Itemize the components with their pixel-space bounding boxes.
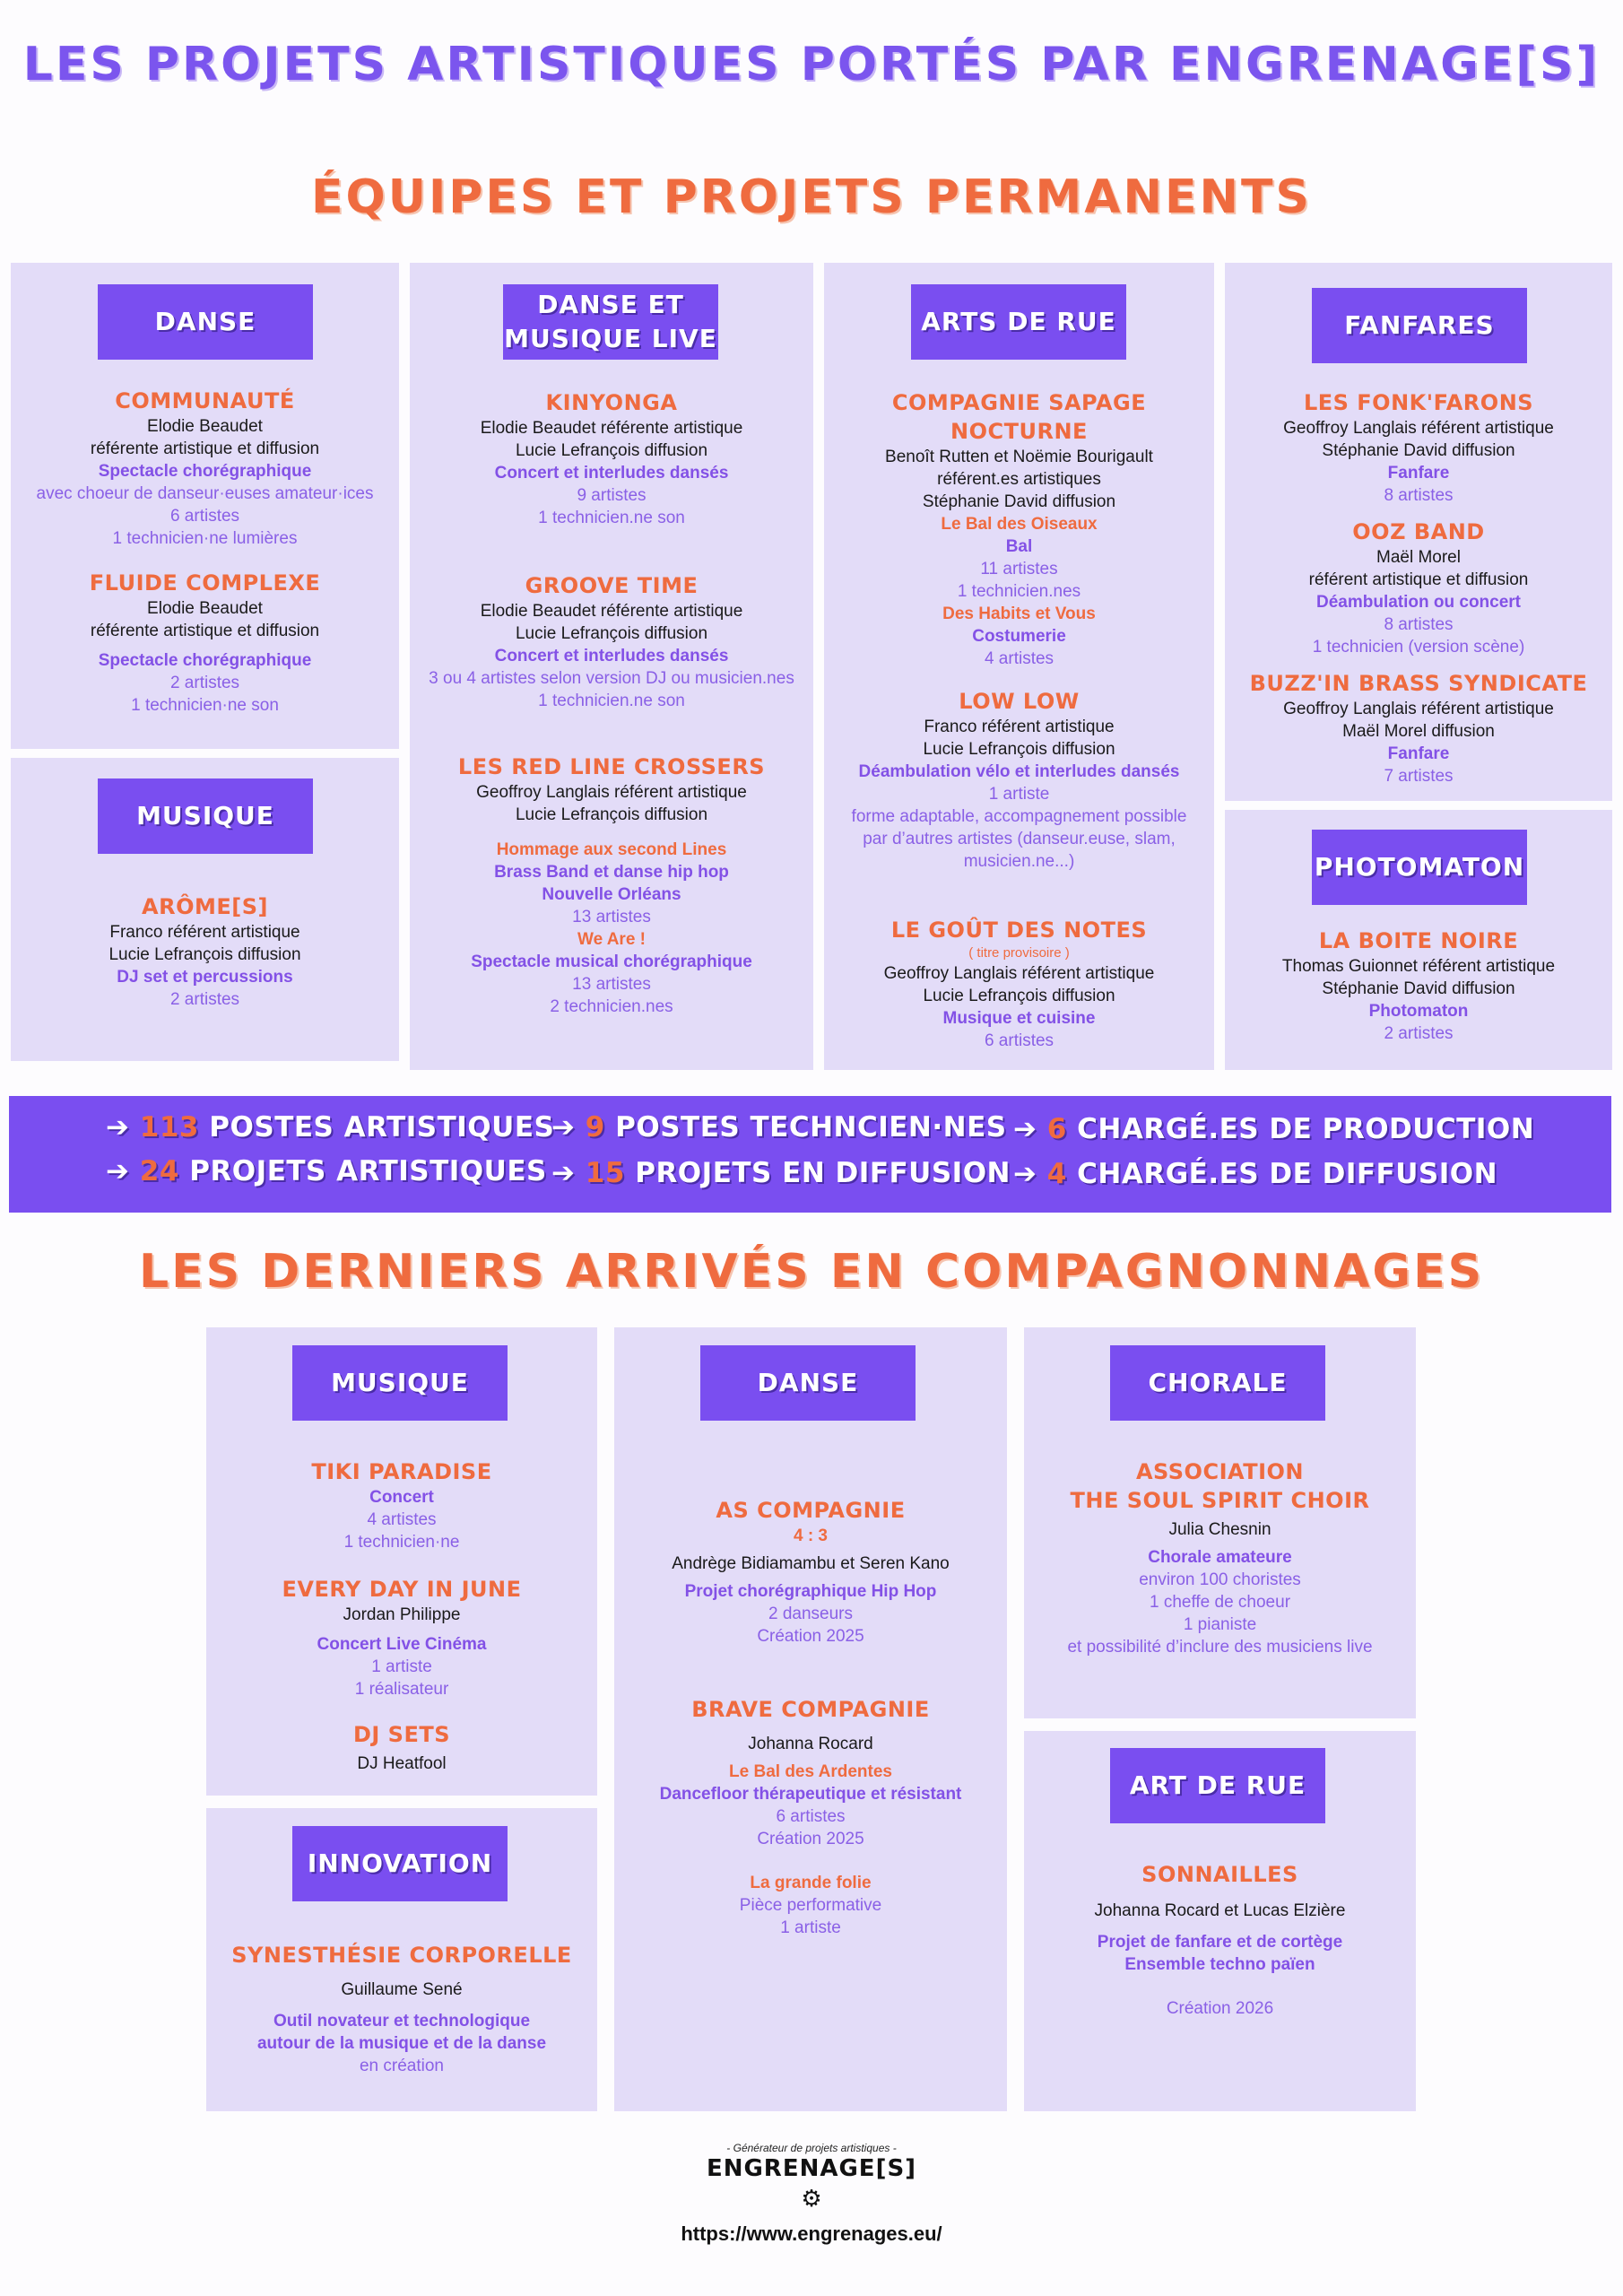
project-line: 1 technicien·ne lumières <box>112 529 298 548</box>
project-line: référent artistique et diffusion <box>1308 570 1529 589</box>
project-type: Ensemble techno païen <box>1124 1955 1315 1974</box>
gear-icon: ⚙ <box>801 2185 822 2212</box>
category-header-danse-musique <box>503 284 718 360</box>
card-comp-musique <box>206 1327 597 1796</box>
project-name: SYNESTHÉSIE CORPORELLE <box>231 1943 572 1968</box>
project-sapage-nocturne <box>824 388 1214 670</box>
project-line: référente artistique et diffusion <box>90 439 320 458</box>
project-line: 3 ou 4 artistes selon version DJ ou musicien.nes <box>429 669 794 688</box>
project-line: 1 technicien.ne son <box>538 509 685 527</box>
project-line: Lucie Lefrançois diffusion <box>923 987 1115 1005</box>
project-name: LE GOÛT DES NOTES <box>890 918 1148 943</box>
project-name: ARÔME[S] <box>142 894 268 919</box>
project-line: Jordan Philippe <box>343 1605 461 1624</box>
project-type: Outil novateur et technologique <box>273 2012 531 2031</box>
project-line: Pièce performative <box>739 1896 882 1915</box>
show-title: La grande folie <box>750 1874 872 1892</box>
project-type: Projet chorégraphique Hip Hop <box>684 1582 937 1601</box>
project-type: DJ set et percussions <box>117 968 293 987</box>
project-name: BUZZ'IN BRASS SYNDICATE <box>1249 671 1588 696</box>
project-line: 1 technicien.ne son <box>538 691 685 710</box>
show-title: Hommage aux second Lines <box>496 840 727 859</box>
header-line: MUSIQUE LIVE <box>504 324 717 353</box>
project-type: Fanfare <box>1387 744 1450 763</box>
project-line: 1 technicien·ne son <box>131 696 279 715</box>
project-name: DJ SETS <box>352 1722 451 1747</box>
card-arts-de-rue <box>824 263 1214 1070</box>
project-line: 1 réalisateur <box>354 1680 449 1699</box>
project-line: Création 2025 <box>757 1830 864 1848</box>
project-buzzin-brass <box>1225 669 1612 787</box>
project-name: LES RED LINE CROSSERS <box>457 754 766 779</box>
project-line: Stéphanie David diffusion <box>1322 979 1515 998</box>
category-header-fanfares: FANFARES <box>1312 288 1527 363</box>
project-line: Création 2026 <box>1166 1999 1274 2018</box>
project-type: Concert et interludes dansés <box>494 647 729 665</box>
project-sonnailles <box>1024 1860 1416 2020</box>
card-danse-musique-live <box>410 263 813 1070</box>
project-line: Lucie Lefrançois diffusion <box>515 805 708 824</box>
category-header-arts-de-rue: ARTS DE RUE <box>911 284 1126 360</box>
project-type: Nouvelle Orléans <box>542 885 681 904</box>
stat-label: POSTES TECHNCIEN·NES <box>615 1111 1007 1144</box>
project-type: Spectacle chorégraphique <box>98 651 312 670</box>
project-line: Geoffroy Langlais référent artistique <box>883 964 1155 983</box>
card-musique <box>11 758 399 1061</box>
arrow-icon: ➔ <box>551 1111 576 1144</box>
project-line: Lucie Lefrançois diffusion <box>515 624 708 643</box>
section-title-compagnonnages: LES DERNIERS ARRIVÉS EN COMPAGNONNAGES <box>138 1245 1485 1299</box>
project-line: Stéphanie David diffusion <box>1322 441 1515 460</box>
project-line: Lucie Lefrançois diffusion <box>923 740 1115 759</box>
project-line: Julia Chesnin <box>1168 1520 1271 1539</box>
project-type: Concert Live Cinéma <box>317 1635 487 1654</box>
project-line: environ 100 choristes <box>1139 1570 1301 1589</box>
project-line: Elodie Beaudet référente artistique <box>480 602 743 621</box>
project-kinyonga <box>410 388 813 529</box>
project-aromes <box>11 892 399 1011</box>
project-line: 6 artistes <box>776 1807 846 1826</box>
project-name: THE SOUL SPIRIT CHOIR <box>1070 1488 1370 1513</box>
project-line: Johanna Rocard et Lucas Elzière <box>1094 1901 1346 1920</box>
project-line: Johanna Rocard <box>748 1735 873 1753</box>
category-header-musique: MUSIQUE <box>98 778 313 854</box>
project-line: 1 technicien·ne <box>343 1533 460 1552</box>
project-brave-compagnie <box>614 1695 1007 1939</box>
project-type: Déambulation ou concert <box>1315 593 1522 612</box>
project-line: avec choeur de danseur·euses amateur·ices <box>36 484 374 503</box>
show-title: Le Bal des Ardentes <box>729 1762 892 1781</box>
project-name: ASSOCIATION <box>1135 1459 1304 1484</box>
stat-charges-diffusion <box>1013 1158 1497 1190</box>
project-red-line-crossers <box>410 752 813 1018</box>
project-type: Spectacle chorégraphique <box>98 462 312 481</box>
stat-number: 24 <box>139 1155 179 1187</box>
project-name: FLUIDE COMPLEXE <box>89 570 321 596</box>
arrow-icon: ➔ <box>106 1111 130 1144</box>
project-line: Franco référent artistique <box>109 923 300 942</box>
website-link[interactable]: https://www.engrenages.eu/ <box>681 2222 942 2245</box>
project-line: Lucie Lefrançois diffusion <box>515 441 708 460</box>
project-line: 1 technicien (version scène) <box>1312 638 1525 657</box>
project-fonkfarons <box>1225 388 1612 507</box>
project-name: LOW LOW <box>959 689 1080 714</box>
header-line: DANSE ET <box>537 290 684 319</box>
project-line: musicien.ne...) <box>963 852 1075 871</box>
stat-projets-diffusion <box>551 1157 1011 1189</box>
project-line: 7 artistes <box>1384 767 1454 786</box>
project-type: Musique et cuisine <box>942 1009 1096 1028</box>
project-type: Fanfare <box>1387 464 1450 483</box>
project-line: Elodie Beaudet <box>147 417 263 436</box>
project-type: Concert <box>369 1488 434 1507</box>
stat-number: 113 <box>139 1111 199 1144</box>
project-line: 1 cheffe de choeur <box>1149 1593 1291 1612</box>
stat-number: 9 <box>585 1111 605 1144</box>
stats-band <box>9 1096 1611 1213</box>
arrow-icon: ➔ <box>1013 1113 1037 1145</box>
logo-tagline: - Générateur de projets artistiques - <box>726 2142 897 2154</box>
category-header-innovation: INNOVATION <box>292 1826 508 1901</box>
project-name: KINYONGA <box>545 390 678 415</box>
project-tiki-paradise <box>206 1457 597 1553</box>
project-gout-des-notes <box>824 916 1214 1052</box>
project-communaute <box>11 387 399 550</box>
project-name: LES FONK'FARONS <box>1303 390 1534 415</box>
card-comp-danse <box>614 1327 1007 2111</box>
project-line: 8 artistes <box>1384 486 1454 505</box>
project-subtitle: ( titre provisoire ) <box>968 945 1070 961</box>
stat-projets-artistiques <box>106 1155 547 1187</box>
project-as-compagnie <box>614 1496 1007 1648</box>
project-line: par d’autres artistes (danseur.euse, slam, <box>863 830 1176 848</box>
category-header-chorale: CHORALE <box>1110 1345 1325 1421</box>
project-type: autour de la musique et de la danse <box>256 2034 547 2053</box>
stat-number: 6 <box>1046 1113 1067 1145</box>
project-low-low <box>824 687 1214 873</box>
project-groove-time <box>410 571 813 712</box>
project-line: Création 2025 <box>757 1627 864 1646</box>
project-line: forme adaptable, accompagnement possible <box>851 807 1187 826</box>
stat-number: 4 <box>1046 1158 1067 1190</box>
project-line: 1 artiste <box>780 1918 841 1937</box>
project-type: Costumerie <box>972 627 1066 646</box>
project-line: en création <box>359 2057 444 2075</box>
project-line: Elodie Beaudet référente artistique <box>480 419 743 438</box>
project-line: 6 artistes <box>984 1031 1055 1050</box>
show-title: Des Habits et Vous <box>942 604 1096 623</box>
project-line: référente artistique et diffusion <box>90 622 320 640</box>
project-line: Maël Morel diffusion <box>1342 722 1495 741</box>
project-line: Andrège Bidiamambu et Seren Kano <box>672 1554 950 1573</box>
project-type: Brass Band et danse hip hop <box>494 863 729 882</box>
stat-postes-artistiques <box>106 1111 554 1144</box>
project-every-day-in-june <box>206 1575 597 1700</box>
card-comp-chorale <box>1024 1327 1416 1718</box>
project-line: 11 artistes <box>980 560 1058 578</box>
stat-label: CHARGÉ.ES DE DIFFUSION <box>1077 1158 1498 1190</box>
project-line: Geoffroy Langlais référent artistique <box>476 783 747 802</box>
project-line: 2 artistes <box>169 990 240 1009</box>
project-line: 1 artiste <box>371 1657 432 1676</box>
show-title: We Are ! <box>577 930 647 949</box>
project-line: 4 artistes <box>984 649 1055 668</box>
project-line: Thomas Guionnet référent artistique <box>1281 957 1556 976</box>
project-name: EVERY DAY IN JUNE <box>282 1577 522 1602</box>
project-line: 2 technicien.nes <box>550 997 673 1016</box>
category-header-photomaton: PHOTOMATON <box>1312 830 1527 905</box>
project-name: AS COMPAGNIE <box>716 1498 906 1523</box>
project-line: Guillaume Sené <box>341 1980 463 1999</box>
project-line: DJ Heatfool <box>357 1754 447 1773</box>
project-line: 4 artistes <box>367 1510 437 1529</box>
stat-label: POSTES ARTISTIQUES <box>209 1111 555 1144</box>
project-line: 9 artistes <box>577 486 647 505</box>
project-type: Bal <box>1005 537 1033 556</box>
project-name: COMMUNAUTÉ <box>115 388 295 413</box>
project-line: 8 artistes <box>1384 615 1454 634</box>
project-type: Photomaton <box>1368 1002 1469 1021</box>
project-name: COMPAGNIE SAPAGE NOCTURNE <box>891 390 1147 444</box>
category-header-comp-musique: MUSIQUE <box>292 1345 508 1421</box>
card-fanfares <box>1225 263 1612 801</box>
project-subtitle: 4 : 3 <box>793 1526 829 1545</box>
project-line: Benoît Rutten et Noëmie Bourigault <box>885 448 1153 466</box>
project-line: 1 technicien.nes <box>957 582 1081 601</box>
card-comp-innovation <box>206 1808 597 2111</box>
category-header-art-de-rue: ART DE RUE <box>1110 1748 1325 1823</box>
project-line: 6 artistes <box>169 507 240 526</box>
project-boite-noire <box>1225 926 1612 1045</box>
stat-number: 15 <box>585 1157 625 1189</box>
project-line: Elodie Beaudet <box>147 599 263 618</box>
arrow-icon: ➔ <box>551 1157 576 1189</box>
card-photomaton <box>1225 810 1612 1070</box>
project-type: Concert et interludes dansés <box>494 464 729 483</box>
project-dj-sets <box>206 1720 597 1775</box>
project-line: 13 artistes <box>572 908 651 926</box>
section-title-permanents: ÉQUIPES ET PROJETS PERMANENTS <box>311 170 1312 224</box>
project-line: 13 artistes <box>572 975 651 994</box>
project-synesthesie <box>206 1941 597 2077</box>
stat-postes-techniciens <box>551 1111 1007 1144</box>
project-line: Maël Morel <box>1376 548 1461 567</box>
project-line: et possibilité d’inclure des musiciens live <box>1067 1638 1373 1657</box>
project-type: Spectacle musical chorégraphique <box>471 952 752 971</box>
project-name: LA BOITE NOIRE <box>1318 928 1519 953</box>
project-line: 2 artistes <box>169 674 240 692</box>
project-name: GROOVE TIME <box>525 573 699 598</box>
project-type: Déambulation vélo et interludes dansés <box>858 762 1180 781</box>
arrow-icon: ➔ <box>106 1155 130 1187</box>
project-line: Lucie Lefrançois diffusion <box>108 945 301 964</box>
main-title: LES PROJETS ARTISTIQUES PORTÉS PAR ENGRENAGE[S] <box>22 38 1601 91</box>
project-fluide-complexe <box>11 569 399 717</box>
stat-charges-production <box>1013 1113 1534 1145</box>
project-type: Projet de fanfare et de cortège <box>1097 1933 1343 1952</box>
project-soul-spirit-choir <box>1024 1457 1416 1658</box>
project-line: référent.es artistiques <box>937 470 1101 489</box>
project-line: Franco référent artistique <box>924 718 1115 736</box>
card-comp-art-de-rue <box>1024 1731 1416 2111</box>
project-line: 1 artiste <box>988 785 1050 804</box>
arrow-icon: ➔ <box>1013 1158 1037 1190</box>
stat-label: PROJETS EN DIFFUSION <box>635 1157 1011 1189</box>
project-name: OOZ BAND <box>1352 519 1485 544</box>
project-line: 2 artistes <box>1384 1024 1454 1043</box>
project-name: BRAVE COMPAGNIE <box>691 1697 930 1722</box>
stat-label: PROJETS ARTISTIQUES <box>189 1155 547 1187</box>
project-type: Chorale amateure <box>1148 1548 1292 1567</box>
project-line: Stéphanie David diffusion <box>922 492 1116 511</box>
logo: ENGRENAGE[S] <box>706 2155 917 2182</box>
category-header-comp-danse: DANSE <box>700 1345 916 1421</box>
project-ooz-band <box>1225 517 1612 658</box>
project-name: SONNAILLES <box>1141 1862 1298 1887</box>
project-type: Dancefloor thérapeutique et résistant <box>659 1785 962 1804</box>
project-line: Geoffroy Langlais référent artistique <box>1283 700 1554 718</box>
show-title: Le Bal des Oiseaux <box>941 515 1098 534</box>
stat-label: CHARGÉ.ES DE PRODUCTION <box>1077 1113 1535 1145</box>
project-line: Geoffroy Langlais référent artistique <box>1283 419 1554 438</box>
category-header-danse: DANSE <box>98 284 313 360</box>
project-line: 1 pianiste <box>1183 1615 1257 1634</box>
card-danse <box>11 263 399 749</box>
project-line: 2 danseurs <box>768 1605 853 1623</box>
project-name: TIKI PARADISE <box>311 1459 492 1484</box>
